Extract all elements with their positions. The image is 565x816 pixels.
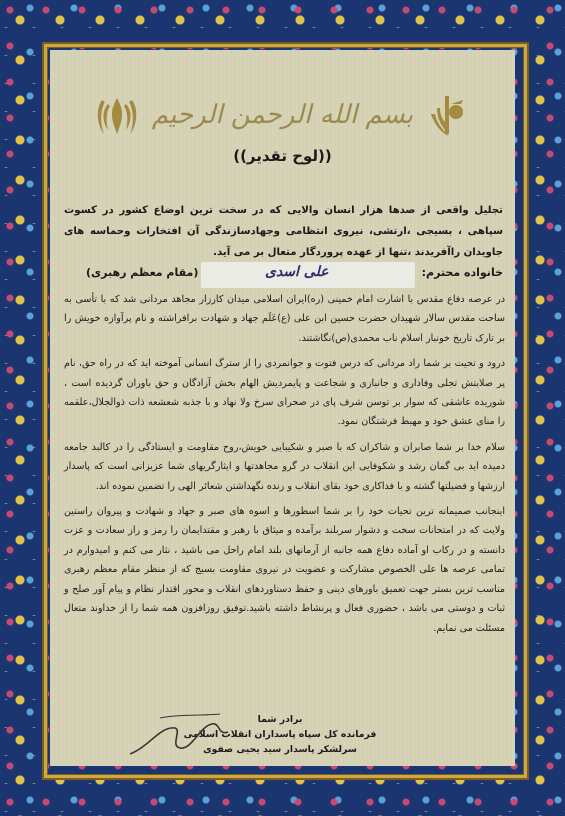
recipient-name: علی اسدی bbox=[265, 264, 329, 280]
body-paragraph: درود و تحیت بر شما راد مردانی که درس فتوت و جوانمردی را از سترگ انسانی آموخته اید که در راه حق، نام پر صلابتش تجلی وفاداری و جانبازی و شجاعت و پایمردیش الهام بخش آزادگان و حق باوران گردیده است ، شوریده عاشقی که سوار بر توسن شرف پای در صحرای سرخ ولا نهاد و با جذبه شعشعه ذات ذوالجلال،علقمه را منای عشق خود و مهبط فرشتگان نمود. bbox=[64, 358, 505, 428]
body-paragraph: در عرصه دفاع مقدس با اشارت امام خمینی (ره)ایران اسلامی میدان کارزار مجاهد مردانی شد که با تأسی به ساحت مقدس سالار شهیدان حضرت حسین ابن علی (ع)عَلَم جهاد و شهادت برافراشته و نام پرآوازه خویش را بر تارک تاریخ خونبار اسلام ناب محمدی(ص)نگاشتند. bbox=[64, 294, 505, 344]
certificate-title: ((لوح تقدیر)) bbox=[233, 147, 332, 165]
quote-attribution: (مقام معظم رهبری) bbox=[86, 266, 199, 279]
body-paragraph: سلام خدا بر شما صابران و شاکران که با صبر و شکیبایی خویش،روح مقاومت و ایستادگی را در کالبد جامعه دمیده اید بی گمان رشد و شکوفایی این انقلاب در گرو مجاهدتها و ایثارگریهای شما عزیزانی است که پاسدار ارزشها و فضیلتها گشته و با فداکاری خود بقای انقلاب و زنده نگهداشتن شعائر الهی را تضمین نموده اند. bbox=[64, 441, 505, 492]
recipient-name-box bbox=[201, 262, 415, 288]
basmala-calligraphy: بسم الله الرحمن الرحیم bbox=[151, 100, 414, 130]
certificate-body bbox=[64, 290, 505, 644]
recipient-row bbox=[64, 262, 503, 284]
family-label: خانواده محترم: bbox=[421, 266, 503, 279]
certificate-paper bbox=[50, 50, 515, 766]
signoff-name: سرلشکر پاسدار سید یحیی صفوی bbox=[203, 744, 357, 755]
intro-text: تجلیل واقعی از صدها هزار انسان والایی که در سخت ترین اوضاع کشور در کسوت سپاهی ، بسیجی ،ارتشی، نیروی انتظامی وجهادسازندگی آن افتخارات وحماسه های جاویدان راآفریدند ،تنها از عهده پروردگار متعال بر می آید. bbox=[64, 205, 503, 258]
signature bbox=[120, 706, 240, 766]
signoff-salutation: برادر شما bbox=[257, 714, 303, 725]
body-paragraph: اینجانب صمیمانه ترین تحیات خود را بر شما اسطورها و اسوه های صبر و جهاد و شهادت و پیروان راستین ولایت که در امتحانات سخت و دشوار سربلند برآمده و میثاق با رهبر و مقتدایمان را رمز و راز سعادت و عزت دانسته و در رکاب او آماده دفاع همه جانبه از آرمانهای بلند امام راحل می باشید ، نثار می کنم و امیدوارم در تمامی عرصه ها علی الخصوص مشارکت و عضویت در نیروی مقاومت بسیج که از منظر مقام معظم رهبری مناسب ترین بستر جهت تعمیق باورهای دینی و حفظ دستاوردهای انقلاب و محور اقتدار نظام و پیام آور صلح و ثبات و دوستی می باشد ، حضوری فعال و پرنشاط داشته باشید.توفیق روزافزون همه شما را از خداوند متعال مسئلت می نمایم. bbox=[64, 506, 505, 634]
signoff-position: فرمانده کل سپاه پاسداران انقلاب اسلامی bbox=[183, 729, 377, 740]
